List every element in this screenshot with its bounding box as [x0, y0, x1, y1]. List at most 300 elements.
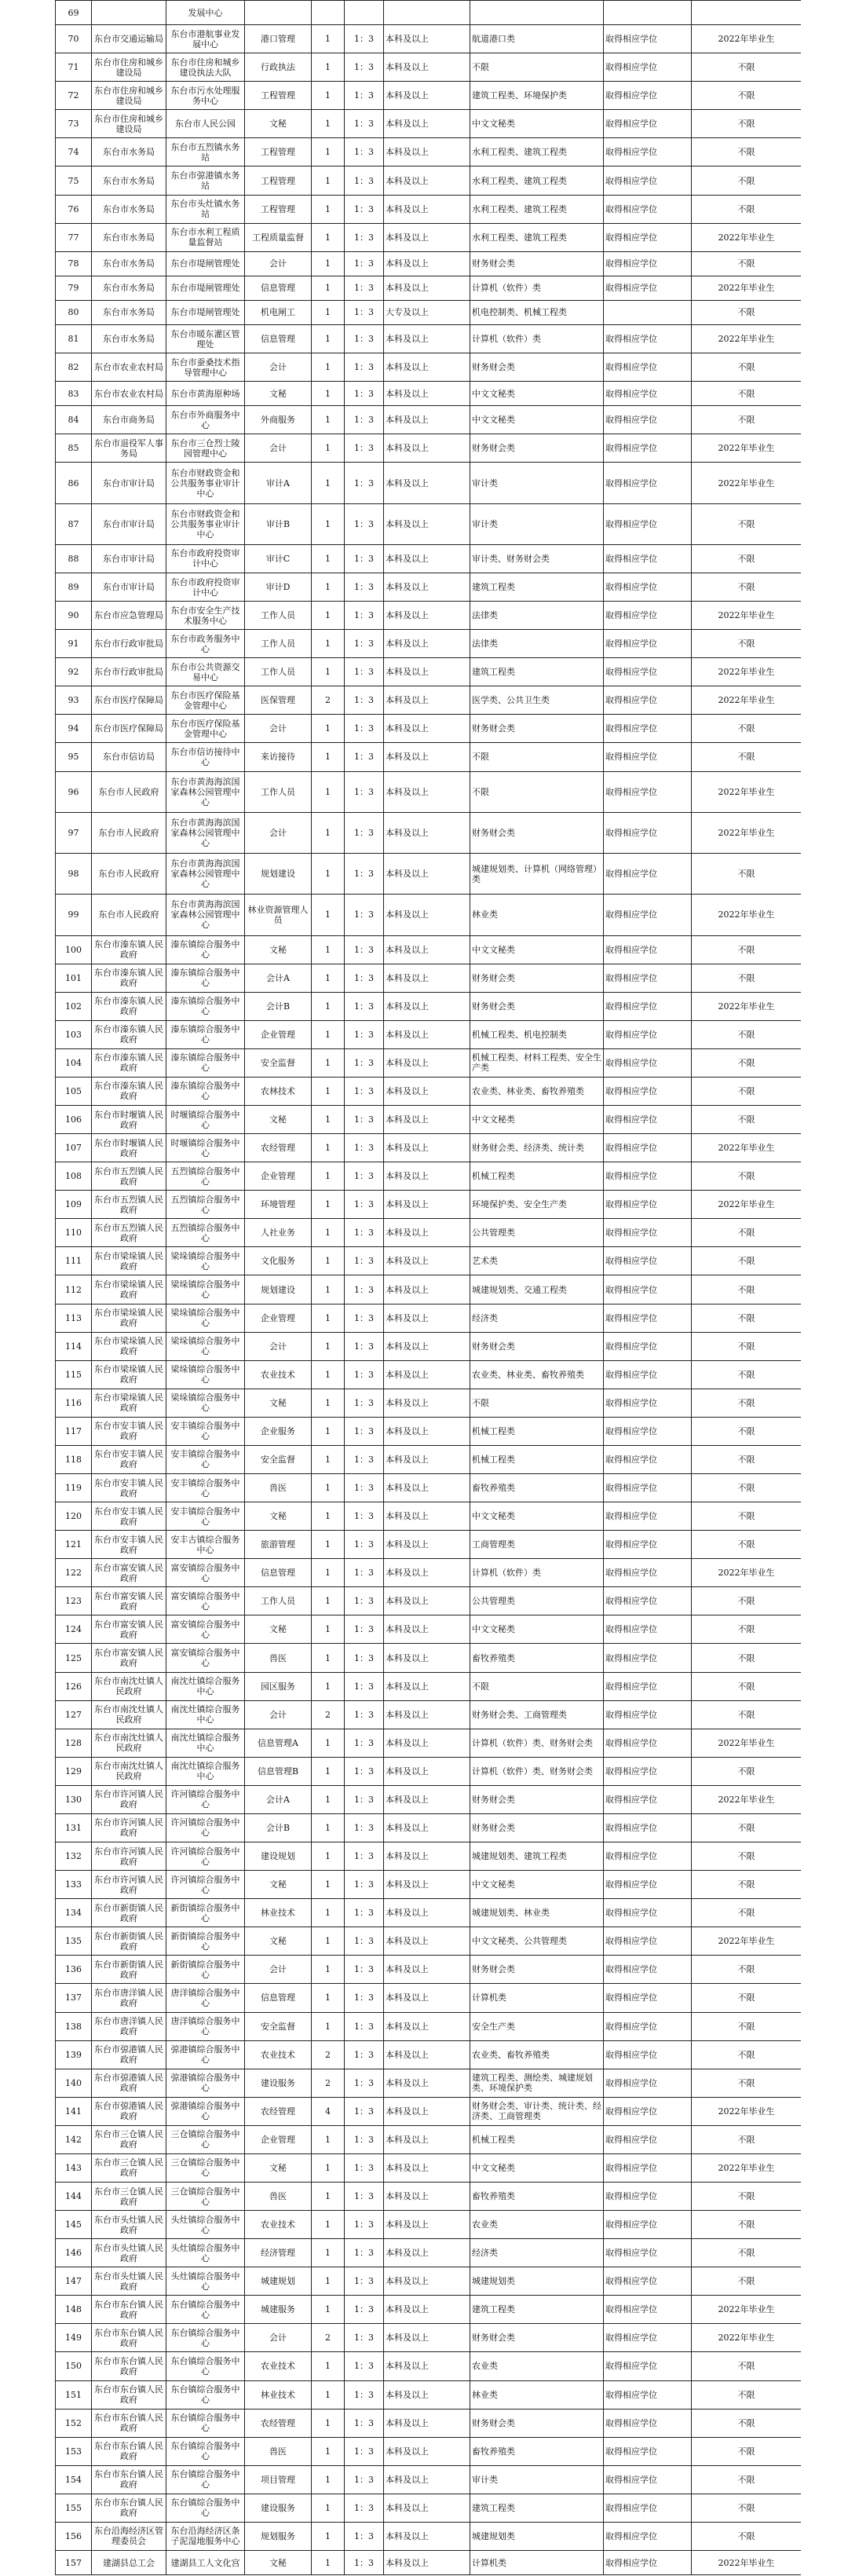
cell-count: 1 [312, 1842, 345, 1871]
cell-number: 132 [56, 1842, 92, 1871]
cell-ratio: 1：3 [345, 1813, 384, 1842]
cell-degree: 取得相应学位 [604, 2380, 692, 2409]
cell-ratio: 1：3 [345, 1389, 384, 1417]
cell-unit: 南沈灶镇综合服务中心 [166, 1729, 245, 1757]
cell-other: 不限 [692, 2352, 802, 2380]
cell-other: 不限 [692, 1644, 802, 1672]
cell-specialty: 中文文秘类 [470, 2153, 604, 2182]
cell-degree: 取得相应学位 [604, 2437, 692, 2465]
cell-department: 东台市医疗保障局 [92, 715, 166, 743]
table-row [56, 166, 802, 195]
table-row [56, 2296, 802, 2324]
cell-position: 机电闸工 [245, 300, 312, 324]
cell-department: 东台市退役军人事务局 [92, 434, 166, 463]
table-row [56, 300, 802, 324]
cell-department: 东台市梁垛镇人民政府 [92, 1360, 166, 1389]
cell-degree: 取得相应学位 [604, 251, 692, 276]
cell-number: 151 [56, 2380, 92, 2409]
cell-degree: 取得相应学位 [604, 2012, 692, 2040]
cell-position: 会计B [245, 992, 312, 1020]
cell-education: 本科及以上 [384, 1587, 470, 1615]
table-row [56, 1048, 802, 1077]
cell-education: 本科及以上 [384, 1445, 470, 1473]
cell-department: 东台市安丰镇人民政府 [92, 1417, 166, 1445]
cell-number: 150 [56, 2352, 92, 2380]
cell-education: 本科及以上 [384, 1899, 470, 1927]
cell-education: 本科及以上 [384, 2437, 470, 2465]
cell-specialty: 畜牧养殖类 [470, 1644, 604, 1672]
cell-number: 78 [56, 251, 92, 276]
cell-count: 1 [312, 1445, 345, 1473]
cell-ratio: 1：3 [345, 1644, 384, 1672]
cell-education: 本科及以上 [384, 895, 470, 935]
cell-number: 87 [56, 503, 92, 544]
cell-ratio: 1：3 [345, 743, 384, 771]
cell-specialty: 公共管理类 [470, 1219, 604, 1247]
cell-number: 145 [56, 2211, 92, 2239]
cell-degree: 取得相应学位 [604, 1785, 692, 1813]
cell-count: 1 [312, 602, 345, 630]
cell-count: 1 [312, 1871, 345, 1899]
cell-count: 1 [312, 1389, 345, 1417]
cell-education: 本科及以上 [384, 2153, 470, 2182]
cell-degree: 取得相应学位 [604, 110, 692, 138]
cell-degree: 取得相应学位 [604, 1502, 692, 1531]
cell-education: 本科及以上 [384, 2409, 470, 2437]
cell-degree: 取得相应学位 [604, 406, 692, 434]
cell-department: 东台市东台镇人民政府 [92, 2465, 166, 2494]
table-row [56, 2324, 802, 2352]
cell-specialty: 农业类 [470, 2211, 604, 2239]
cell-department: 东台市审计局 [92, 463, 166, 503]
cell-degree: 取得相应学位 [604, 2239, 692, 2267]
cell-degree: 取得相应学位 [604, 1474, 692, 1502]
cell-other: 2022年毕业生 [692, 2324, 802, 2352]
cell-other: 不限 [692, 1162, 802, 1191]
cell-number: 84 [56, 406, 92, 434]
cell-specialty: 法律类 [470, 602, 604, 630]
cell-ratio: 1：3 [345, 1445, 384, 1473]
cell-position: 经济管理 [245, 2239, 312, 2267]
cell-unit: 唐洋镇综合服务中心 [166, 2012, 245, 2040]
cell-position: 项目管理 [245, 2465, 312, 2494]
table-row [56, 812, 802, 853]
cell-degree: 取得相应学位 [604, 812, 692, 853]
table-row [56, 1360, 802, 1389]
cell-degree: 取得相应学位 [604, 630, 692, 658]
cell-other: 2022年毕业生 [692, 2097, 802, 2125]
table-row [56, 686, 802, 715]
cell-other: 不限 [692, 935, 802, 964]
cell-number: 117 [56, 1417, 92, 1445]
cell-number: 120 [56, 1502, 92, 1531]
cell-position: 审计A [245, 463, 312, 503]
cell-unit: 东台市暖东灌区管理处 [166, 325, 245, 353]
cell-ratio: 1：3 [345, 25, 384, 53]
cell-count: 1 [312, 1219, 345, 1247]
cell-number: 142 [56, 2125, 92, 2153]
cell-degree: 取得相应学位 [604, 138, 692, 166]
cell-ratio: 1：3 [345, 1275, 384, 1304]
cell-other: 不限 [692, 2522, 802, 2550]
cell-specialty: 机电控制类、机械工程类 [470, 300, 604, 324]
cell-unit: 东台市堤闸管理处 [166, 300, 245, 324]
cell-department: 东台市富安镇人民政府 [92, 1644, 166, 1672]
cell-ratio: 1：3 [345, 715, 384, 743]
cell-count: 1 [312, 2182, 345, 2210]
cell-department: 东台市弶港镇人民政府 [92, 2069, 166, 2097]
cell-position: 港口管理 [245, 25, 312, 53]
cell-education: 本科及以上 [384, 2040, 470, 2069]
table-row [56, 325, 802, 353]
cell-education: 本科及以上 [384, 1417, 470, 1445]
cell-number: 98 [56, 854, 92, 895]
cell-department: 东台市三仓镇人民政府 [92, 2153, 166, 2182]
table-row [56, 2522, 802, 2550]
cell-specialty: 计算机（软件）类、财务财会类 [470, 1729, 604, 1757]
cell-other: 2022年毕业生 [692, 771, 802, 812]
cell-department: 东台市许河镇人民政府 [92, 1813, 166, 1842]
cell-ratio: 1：3 [345, 1615, 384, 1644]
cell-ratio: 1：3 [345, 2239, 384, 2267]
cell-count: 1 [312, 2296, 345, 2324]
cell-position: 信息管理B [245, 1757, 312, 1785]
cell-number: 135 [56, 1927, 92, 1956]
cell-other: 不限 [692, 1332, 802, 1360]
cell-other: 2022年毕业生 [692, 686, 802, 715]
table-row [56, 935, 802, 964]
cell-specialty: 城建规划类、建筑工程类 [470, 1842, 604, 1871]
cell-ratio: 1：3 [345, 53, 384, 82]
cell-number: 139 [56, 2040, 92, 2069]
cell-specialty: 计算机类 [470, 2550, 604, 2574]
cell-number: 112 [56, 1275, 92, 1304]
cell-count: 1 [312, 1757, 345, 1785]
cell-specialty: 建筑工程类 [470, 2296, 604, 2324]
cell-degree: 取得相应学位 [604, 1587, 692, 1615]
cell-specialty: 财务财会类 [470, 1332, 604, 1360]
cell-ratio: 1：3 [345, 630, 384, 658]
cell-number: 127 [56, 1700, 92, 1729]
cell-department: 东台市三仓镇人民政府 [92, 2125, 166, 2153]
cell-position: 审计D [245, 573, 312, 601]
cell-education: 本科及以上 [384, 110, 470, 138]
cell-ratio: 1：3 [345, 2267, 384, 2296]
cell-number: 88 [56, 544, 92, 573]
cell-position: 农业技术 [245, 2040, 312, 2069]
cell-count: 1 [312, 2380, 345, 2409]
cell-specialty: 林业类 [470, 2380, 604, 2409]
table-row [56, 2409, 802, 2437]
cell-unit: 东台市政府投资审计中心 [166, 573, 245, 601]
cell-count: 1 [312, 743, 345, 771]
cell-count: 1 [312, 715, 345, 743]
cell-count: 1 [312, 138, 345, 166]
cell-department: 东台市许河镇人民政府 [92, 1871, 166, 1899]
cell-count: 1 [312, 82, 345, 110]
cell-other: 不限 [692, 544, 802, 573]
cell-count: 1 [312, 1672, 345, 1700]
cell-department: 东台市富安镇人民政府 [92, 1587, 166, 1615]
cell-other: 2022年毕业生 [692, 1729, 802, 1757]
table-row [56, 573, 802, 601]
cell-position: 人社业务 [245, 1219, 312, 1247]
cell-count: 1 [312, 2437, 345, 2465]
cell-position: 建设服务 [245, 2069, 312, 2097]
cell-unit: 东台市黄海海滨国家森林公园管理中心 [166, 895, 245, 935]
cell-degree: 取得相应学位 [604, 1445, 692, 1473]
cell-position: 会计A [245, 1785, 312, 1813]
cell-department: 东台市南沈灶镇人民政府 [92, 1757, 166, 1785]
cell-education: 本科及以上 [384, 1332, 470, 1360]
table-row [56, 544, 802, 573]
cell-specialty: 中文文秘类 [470, 110, 604, 138]
cell-department: 东台市时堰镇人民政府 [92, 1134, 166, 1162]
cell-position: 会计B [245, 1813, 312, 1842]
cell-ratio: 1：3 [345, 573, 384, 601]
cell-count: 1 [312, 2211, 345, 2239]
cell-count: 2 [312, 2324, 345, 2352]
cell-degree: 取得相应学位 [604, 434, 692, 463]
cell-specialty: 城建规划类、计算机（网络管理）类 [470, 854, 604, 895]
cell-unit: 南沈灶镇综合服务中心 [166, 1672, 245, 1700]
cell-department: 东台市弶港镇人民政府 [92, 2040, 166, 2069]
cell-department: 东台市住房和城乡建设局 [92, 82, 166, 110]
cell-position: 城建规划 [245, 2267, 312, 2296]
cell-unit: 头灶镇综合服务中心 [166, 2239, 245, 2267]
cell-specialty: 城建规划类、林业类 [470, 1899, 604, 1927]
cell-specialty: 财务财会类 [470, 251, 604, 276]
cell-other: 不限 [692, 1445, 802, 1473]
table-row [56, 2153, 802, 2182]
cell-education: 本科及以上 [384, 2494, 470, 2522]
cell-count: 1 [312, 2153, 345, 2182]
cell-department: 东台市东台镇人民政府 [92, 2296, 166, 2324]
cell-department: 东台市水务局 [92, 138, 166, 166]
cell-count: 1 [312, 895, 345, 935]
cell-specialty: 财务财会类 [470, 1813, 604, 1842]
cell-unit: 东台市污水处理服务中心 [166, 82, 245, 110]
cell-number: 113 [56, 1304, 92, 1332]
cell-specialty: 审计类 [470, 463, 604, 503]
cell-ratio: 1：3 [345, 1956, 384, 1984]
cell-education: 本科及以上 [384, 1956, 470, 1984]
table-row [56, 1785, 802, 1813]
cell-education: 本科及以上 [384, 2182, 470, 2210]
cell-specialty: 中文文秘类 [470, 1615, 604, 1644]
cell-position: 会计A [245, 964, 312, 992]
cell-education: 本科及以上 [384, 1077, 470, 1105]
cell-specialty: 水利工程类、建筑工程类 [470, 195, 604, 223]
cell-ratio: 1：3 [345, 1842, 384, 1871]
table-row [56, 1644, 802, 1672]
cell-count: 4 [312, 2097, 345, 2125]
cell-department: 东台市南沈灶镇人民政府 [92, 1700, 166, 1729]
cell-position: 文秘 [245, 1927, 312, 1956]
cell-department: 东台市水务局 [92, 223, 166, 251]
cell-number: 128 [56, 1729, 92, 1757]
cell-department: 东台市东台镇人民政府 [92, 2409, 166, 2437]
cell-unit: 东台市黄海海滨国家森林公园管理中心 [166, 812, 245, 853]
cell-ratio: 1：3 [345, 935, 384, 964]
cell-ratio: 1：3 [345, 110, 384, 138]
cell-ratio: 1：3 [345, 1729, 384, 1757]
cell-other: 不限 [692, 743, 802, 771]
cell-unit: 东台市堤闸管理处 [166, 251, 245, 276]
cell-count: 1 [312, 1162, 345, 1191]
cell-number: 121 [56, 1531, 92, 1559]
cell-other: 不限 [692, 300, 802, 324]
cell-education: 本科及以上 [384, 1162, 470, 1191]
cell-ratio: 1：3 [345, 602, 384, 630]
cell-count: 1 [312, 1813, 345, 1842]
cell-unit: 五烈镇综合服务中心 [166, 1191, 245, 1219]
cell-department: 东台市头灶镇人民政府 [92, 2211, 166, 2239]
cell-education: 本科及以上 [384, 2380, 470, 2409]
cell-degree: 取得相应学位 [604, 1219, 692, 1247]
cell-number: 73 [56, 110, 92, 138]
cell-count: 1 [312, 1474, 345, 1502]
cell-position: 农经管理 [245, 1134, 312, 1162]
cell-position: 文秘 [245, 1389, 312, 1417]
cell-count: 2 [312, 2069, 345, 2097]
cell-other: 2022年毕业生 [692, 463, 802, 503]
cell-unit: 东台市医疗保险基金管理中心 [166, 715, 245, 743]
cell-other: 不限 [692, 110, 802, 138]
cell-education: 本科及以上 [384, 503, 470, 544]
cell-education: 本科及以上 [384, 544, 470, 573]
cell-ratio: 1：3 [345, 2494, 384, 2522]
cell-ratio: 1：3 [345, 1700, 384, 1729]
cell-position: 信息管理 [245, 276, 312, 300]
cell-education: 本科及以上 [384, 686, 470, 715]
cell-unit: 许河镇综合服务中心 [166, 1842, 245, 1871]
cell-number: 96 [56, 771, 92, 812]
cell-ratio: 1：3 [345, 2352, 384, 2380]
cell-department: 东台市新街镇人民政府 [92, 1899, 166, 1927]
cell-position: 企业管理 [245, 1304, 312, 1332]
table-row [56, 276, 802, 300]
cell-number: 102 [56, 992, 92, 1020]
cell-unit: 梁垛镇综合服务中心 [166, 1247, 245, 1275]
cell-other: 2022年毕业生 [692, 1559, 802, 1587]
cell-ratio: 1：3 [345, 1587, 384, 1615]
cell-position: 工程管理 [245, 166, 312, 195]
cell-degree: 取得相应学位 [604, 2040, 692, 2069]
cell-other: 2022年毕业生 [692, 1927, 802, 1956]
table-row [56, 1842, 802, 1871]
cell-position: 文秘 [245, 935, 312, 964]
cell-specialty: 水利工程类、建筑工程类 [470, 223, 604, 251]
cell-department: 东台市头灶镇人民政府 [92, 2267, 166, 2296]
cell-other: 不限 [692, 2465, 802, 2494]
cell-unit: 安丰镇综合服务中心 [166, 1417, 245, 1445]
cell-degree: 取得相应学位 [604, 1389, 692, 1417]
cell-number: 116 [56, 1389, 92, 1417]
cell-education: 本科及以上 [384, 1531, 470, 1559]
cell-other: 不限 [692, 1304, 802, 1332]
cell-education: 本科及以上 [384, 854, 470, 895]
cell-count: 1 [312, 1644, 345, 1672]
cell-other: 不限 [692, 2182, 802, 2210]
cell-education: 本科及以上 [384, 935, 470, 964]
cell-degree: 取得相应学位 [604, 1871, 692, 1899]
table-row [56, 195, 802, 223]
cell-specialty: 农业类、林业类、畜牧养殖类 [470, 1077, 604, 1105]
cell-position: 文秘 [245, 382, 312, 406]
cell-count: 1 [312, 300, 345, 324]
cell-degree [604, 1, 692, 25]
cell-position: 安全监督 [245, 1048, 312, 1077]
cell-position: 城建服务 [245, 2296, 312, 2324]
cell-degree: 取得相应学位 [604, 1559, 692, 1587]
cell-unit: 东台市信访接待中心 [166, 743, 245, 771]
cell-other: 不限 [692, 1020, 802, 1048]
cell-other: 不限 [692, 2437, 802, 2465]
cell-position: 文秘 [245, 1502, 312, 1531]
cell-degree: 取得相应学位 [604, 2494, 692, 2522]
cell-position: 文秘 [245, 1615, 312, 1644]
cell-position: 信息管理 [245, 325, 312, 353]
cell-degree: 取得相应学位 [604, 2182, 692, 2210]
cell-department: 东台市水务局 [92, 300, 166, 324]
cell-unit: 东台市政务服务中心 [166, 630, 245, 658]
cell-degree: 取得相应学位 [604, 964, 692, 992]
cell-count: 1 [312, 1927, 345, 1956]
cell-degree: 取得相应学位 [604, 1247, 692, 1275]
table-row [56, 2352, 802, 2380]
cell-count: 1 [312, 251, 345, 276]
table-row [56, 2182, 802, 2210]
cell-ratio: 1：3 [345, 166, 384, 195]
cell-position: 会计 [245, 812, 312, 853]
cell-degree: 取得相应学位 [604, 2465, 692, 2494]
table-row [56, 1106, 802, 1134]
cell-number: 123 [56, 1587, 92, 1615]
cell-unit: 许河镇综合服务中心 [166, 1785, 245, 1813]
cell-other: 不限 [692, 382, 802, 406]
cell-other: 2022年毕业生 [692, 2296, 802, 2324]
cell-position: 会计 [245, 434, 312, 463]
cell-unit: 安丰镇综合服务中心 [166, 1474, 245, 1502]
cell-unit: 发展中心 [166, 1, 245, 25]
cell-degree: 取得相应学位 [604, 1899, 692, 1927]
cell-other: 不限 [692, 715, 802, 743]
table-row [56, 992, 802, 1020]
cell-other: 不限 [692, 2409, 802, 2437]
cell-count: 1 [312, 1332, 345, 1360]
cell-department: 东台市医疗保障局 [92, 686, 166, 715]
job-position-table [55, 0, 801, 2575]
cell-education: 本科及以上 [384, 1813, 470, 1842]
cell-unit: 溱东镇综合服务中心 [166, 992, 245, 1020]
cell-education: 本科及以上 [384, 2296, 470, 2324]
cell-count: 1 [312, 25, 345, 53]
cell-other: 不限 [692, 2040, 802, 2069]
cell-ratio: 1：3 [345, 1417, 384, 1445]
cell-position: 园区服务 [245, 1672, 312, 1700]
cell-education: 本科及以上 [384, 743, 470, 771]
cell-education: 本科及以上 [384, 2267, 470, 2296]
cell-position: 工作人员 [245, 630, 312, 658]
table-row [56, 2380, 802, 2409]
cell-other: 2022年毕业生 [692, 325, 802, 353]
cell-count: 1 [312, 223, 345, 251]
cell-degree: 取得相应学位 [604, 895, 692, 935]
cell-unit: 新街镇综合服务中心 [166, 1927, 245, 1956]
cell-position: 会计 [245, 1956, 312, 1984]
cell-other: 不限 [692, 1247, 802, 1275]
